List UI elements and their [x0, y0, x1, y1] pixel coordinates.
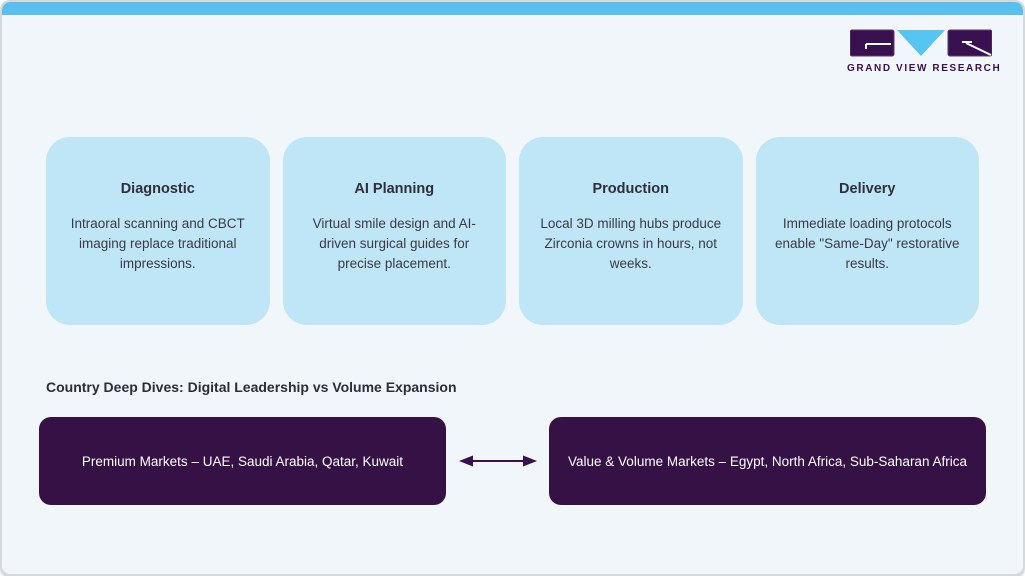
process-card-production [519, 137, 743, 325]
gvr-logo-icon [850, 28, 992, 58]
process-card-ai-planning [283, 137, 507, 325]
market-comparison [39, 417, 986, 505]
section-heading: Country Deep Dives: Digital Leadership vs Volume Expansion [46, 379, 457, 395]
card-body: Local 3D milling hubs produce Zirconia crowns in hours, not weeks. [540, 215, 722, 271]
brand-name: GRAND VIEW RESEARCH [847, 63, 1002, 74]
value-volume-markets-box [549, 417, 986, 505]
card-title: Diagnostic [120, 180, 195, 197]
process-card-delivery [756, 137, 980, 325]
process-cards-row [46, 137, 979, 325]
card-body: Virtual smile design and AI-driven surgical guides for precise placement. [312, 215, 476, 271]
top-accent-bar [2, 2, 1023, 15]
card-body: Immediate loading protocols enable "Same-Day" restorative results. [775, 215, 960, 271]
double-arrow-icon [458, 452, 538, 470]
card-title: AI Planning [354, 180, 435, 197]
process-card-diagnostic [46, 137, 270, 325]
card-title: Production [592, 180, 670, 197]
brand-logo [847, 28, 1002, 74]
arrow-container [446, 452, 549, 470]
premium-markets-box [39, 417, 446, 505]
card-body: Intraoral scanning and CBCT imaging replace traditional impressions. [70, 215, 245, 271]
premium-markets-label: Premium Markets – UAE, Saudi Arabia, Qatar, Kuwait [81, 453, 404, 469]
card-title: Delivery [839, 180, 896, 197]
value-volume-markets-label: Value & Volume Markets – Egypt, North Africa, Sub-Saharan Africa [568, 453, 967, 469]
